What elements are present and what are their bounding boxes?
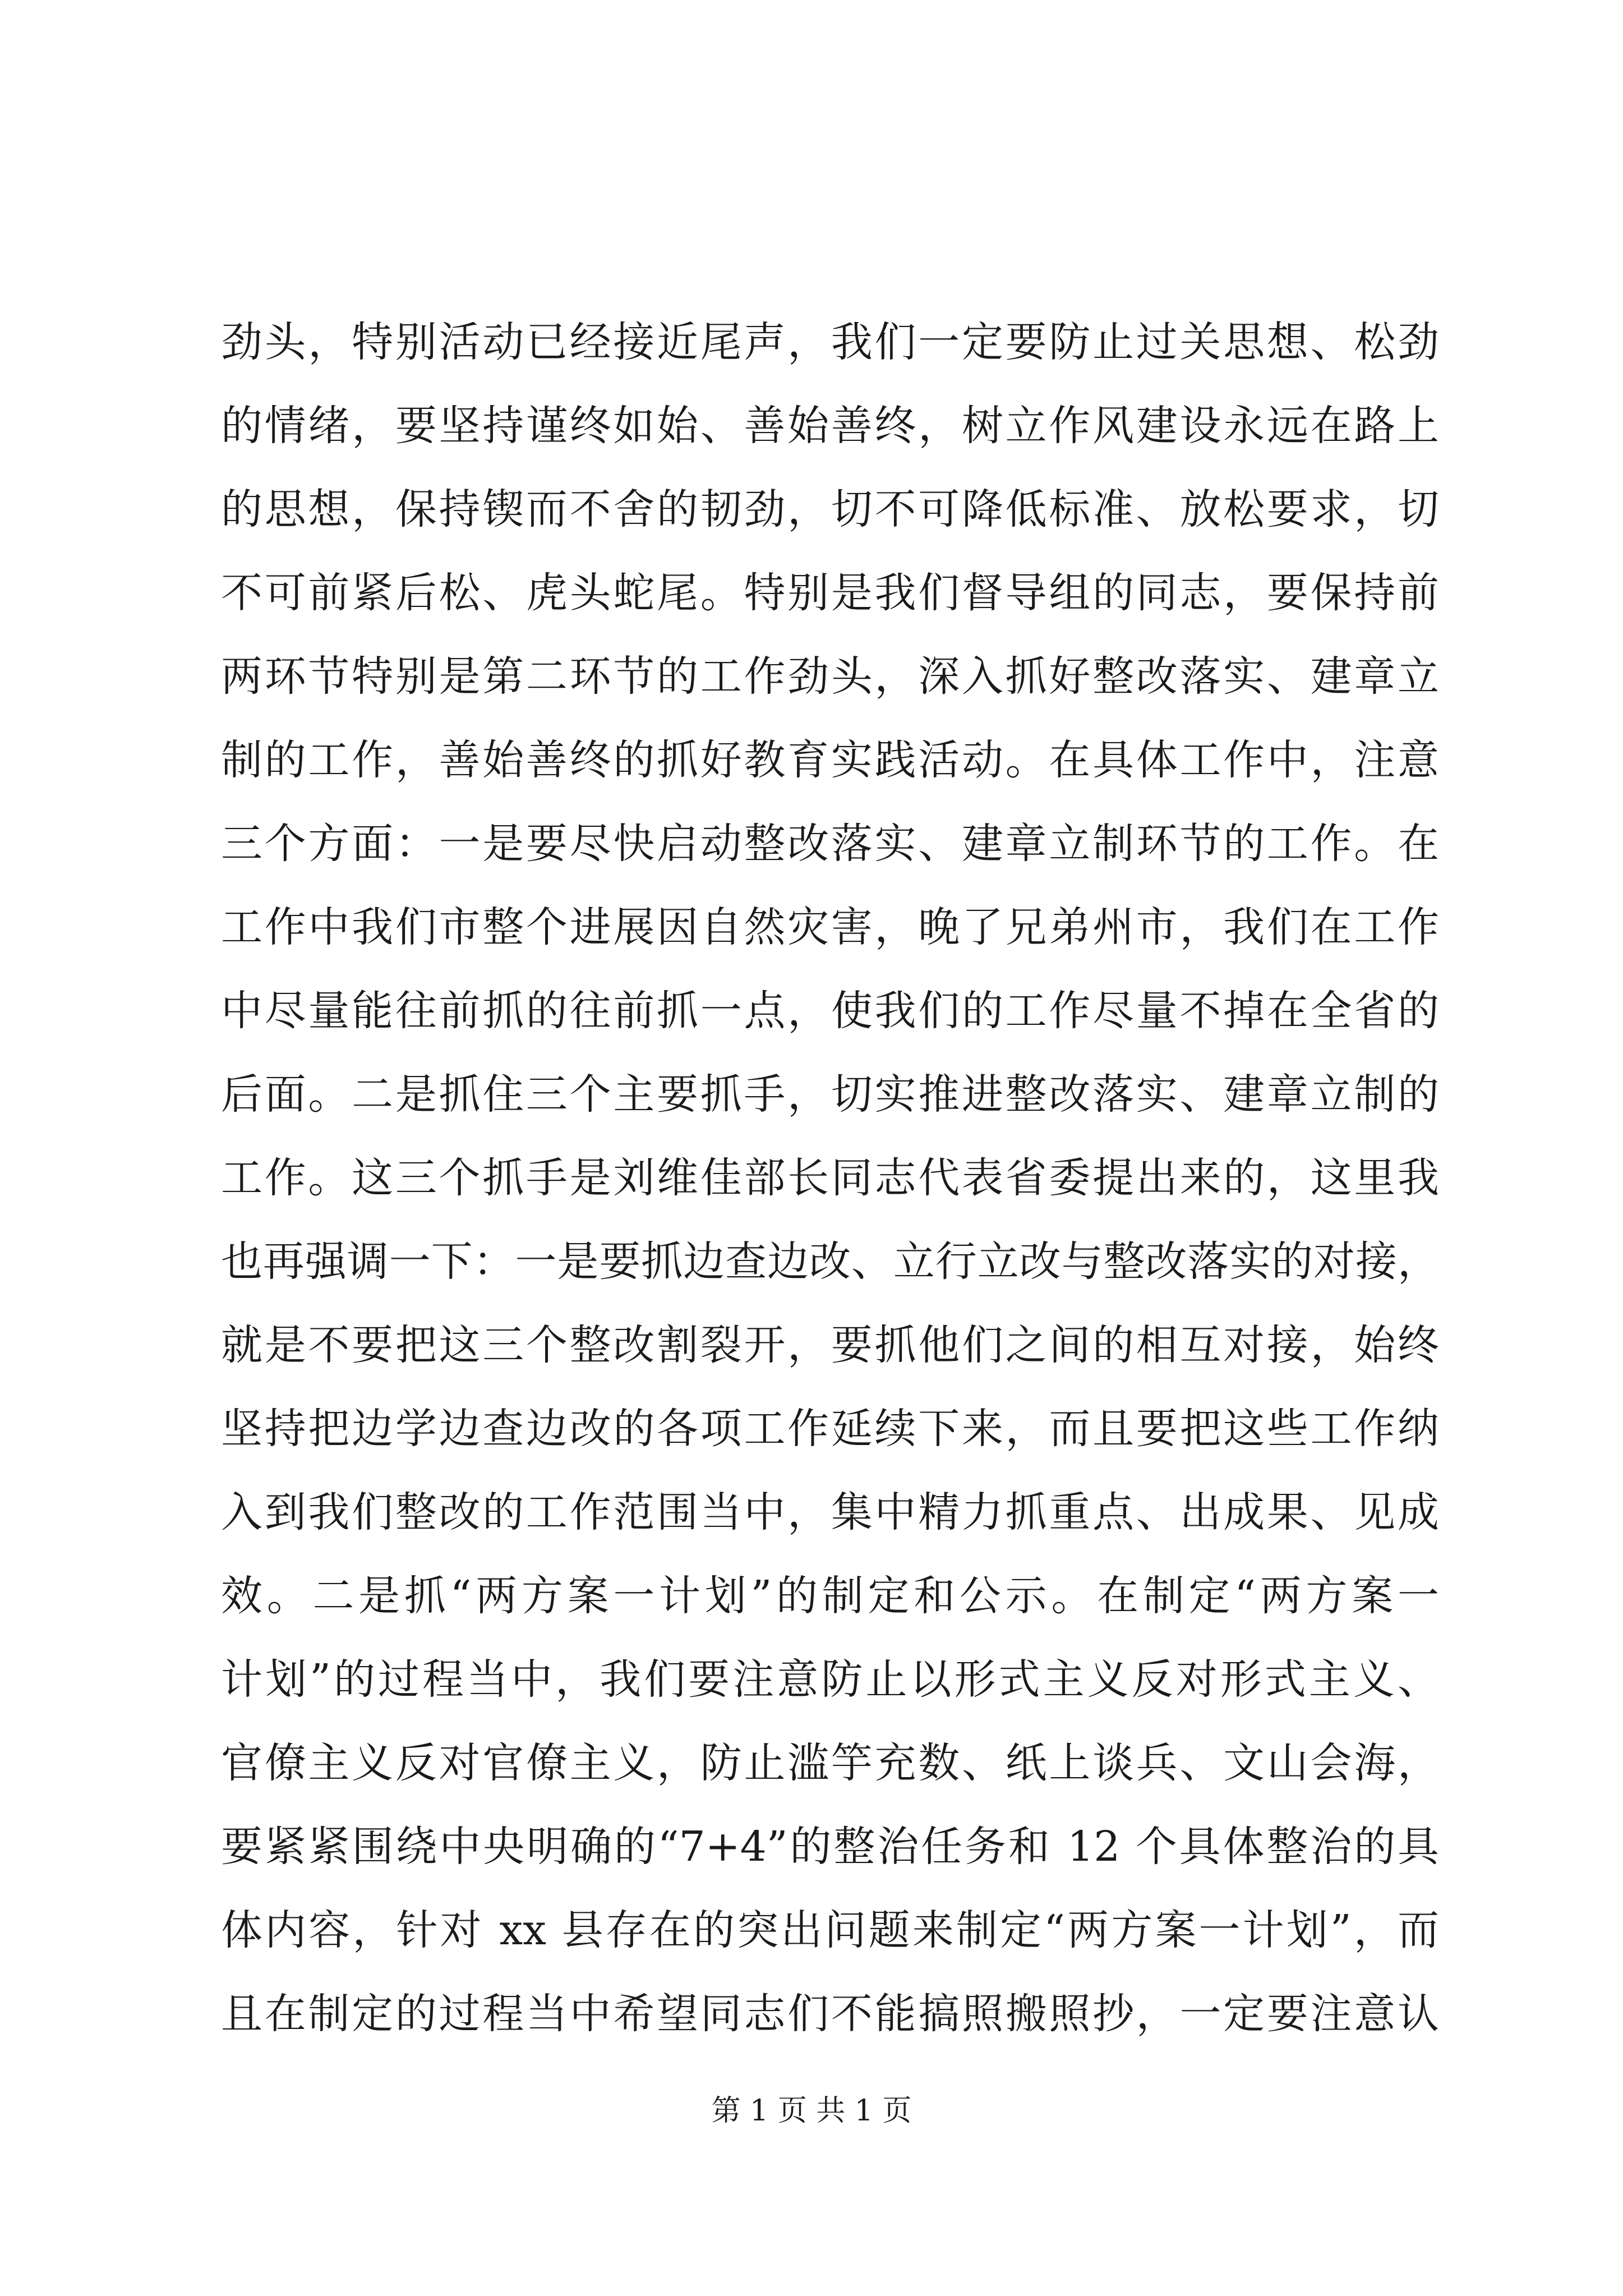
page-footer: 第 1 页 共 1 页 (711, 2094, 912, 2128)
text-line: 工作。这三个抓手是刘维佳部长同志代表省委提出来的，这里我 (221, 1154, 1439, 1202)
text-line: 就是不要把这三个整改割裂开，要抓他们之间的相互对接，始终 (221, 1321, 1439, 1369)
text-line: 体内容，针对 xx 县存在的突出问题来制定“两方案一计划”，而 (221, 1906, 1439, 1954)
text-line: 也再强调一下：一是要抓边查边改、立行立改与整改落实的对接， (221, 1237, 1439, 1286)
text-line: 两环节特别是第二环节的工作劲头，深入抓好整改落实、建章立 (221, 652, 1439, 701)
text-line: 后面。二是抓住三个主要抓手，切实推进整改落实、建章立制的 (221, 1070, 1439, 1119)
text-line: 坚持把边学边查边改的各项工作延续下来，而且要把这些工作纳 (221, 1405, 1439, 1453)
text-line: 工作中我们市整个进展因自然灾害，晚了兄弟州市，我们在工作 (221, 903, 1439, 951)
text-line: 官僚主义反对官僚主义，防止滥竽充数、纸上谈兵、文山会海， (221, 1739, 1439, 1787)
text-line: 三个方面：一是要尽快启动整改落实、建章立制环节的工作。在 (221, 820, 1439, 868)
text-line: 劲头，特别活动已经接近尾声，我们一定要防止过关思想、松劲 (221, 318, 1439, 366)
text-line: 效。二是抓“两方案一计划”的制定和公示。在制定“两方案一 (221, 1572, 1439, 1620)
text-line: 中尽量能往前抓的往前抓一点，使我们的工作尽量不掉在全省的 (221, 987, 1439, 1035)
text-line: 且在制定的过程当中希望同志们不能搞照搬照抄，一定要注意认 (221, 1990, 1439, 2038)
text-line: 不可前紧后松、虎头蛇尾。特别是我们督导组的同志，要保持前 (221, 569, 1439, 617)
text-line: 计划”的过程当中，我们要注意防止以形式主义反对形式主义、 (221, 1655, 1439, 1704)
text-line: 要紧紧围绕中央明确的“7+4”的整治任务和 12 个具体整治的具 (221, 1823, 1439, 1871)
text-line: 的情绪，要坚持谨终如始、善始善终，树立作风建设永远在路上 (221, 402, 1439, 450)
text-line: 入到我们整改的工作范围当中，集中精力抓重点、出成果、见成 (221, 1488, 1439, 1536)
text-line: 制的工作，善始善终的抓好教育实践活动。在具体工作中，注意 (221, 736, 1439, 784)
body-text (221, 301, 1439, 2056)
text-line: 的思想，保持锲而不舍的韧劲，切不可降低标准、放松要求，切 (221, 485, 1439, 533)
